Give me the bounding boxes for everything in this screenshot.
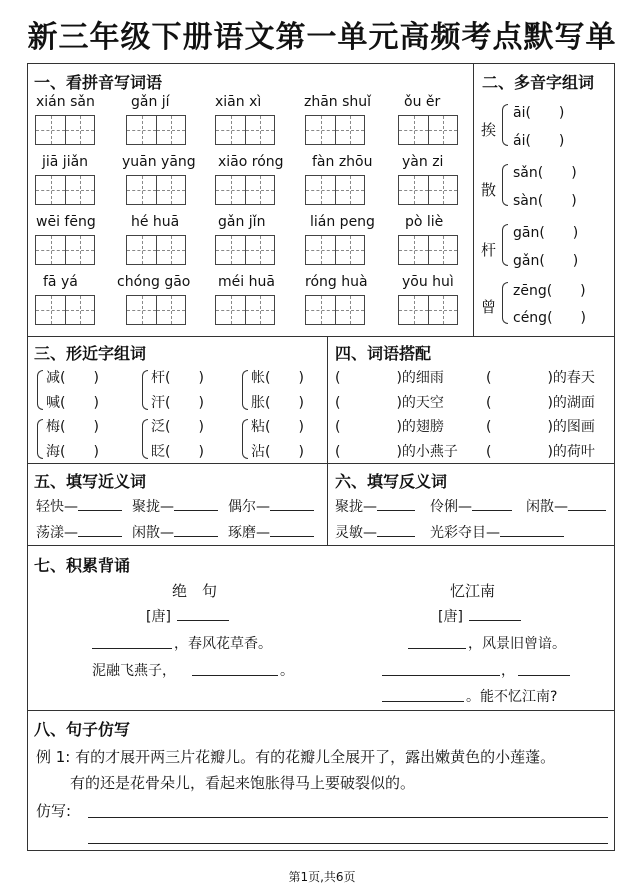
pinyin-label: zhān shuǐ [304, 94, 372, 110]
antonym-item[interactable]: 伶俐— [430, 496, 512, 516]
divider [27, 545, 615, 546]
similar-char-item[interactable]: 杆( ) [151, 370, 204, 386]
writing-grid[interactable] [398, 175, 458, 205]
answer-line[interactable] [382, 701, 464, 702]
pinyin-label: lián peng [310, 214, 375, 230]
pinyin-label: chóng gāo [117, 274, 191, 290]
divider [27, 710, 615, 711]
similar-char-item[interactable]: 海( ) [46, 444, 99, 460]
synonym-item[interactable]: 聚拢— [132, 496, 218, 516]
polyphone-char: 散 [481, 181, 497, 199]
pinyin-label: gǎn jí [131, 94, 170, 110]
brace-decoration [502, 104, 508, 146]
polyphone-reading[interactable]: céng( ) [513, 310, 586, 326]
pinyin-label: yuān yāng [122, 154, 196, 170]
polyphone-char: 杆 [481, 241, 497, 259]
similar-char-item[interactable]: 喊( ) [46, 395, 99, 411]
section3-title: 三、形近字组词 [34, 344, 147, 363]
writing-grid[interactable] [398, 235, 458, 265]
polyphone-reading[interactable]: gǎn( ) [513, 253, 579, 269]
antonym-item[interactable]: 聚拢— [335, 496, 415, 516]
writing-grid[interactable] [398, 295, 458, 325]
similar-char-item[interactable]: 沾( ) [251, 444, 304, 460]
example-sentence: 有的还是花骨朵儿，看起来饱胀得马上要破裂似的。 [70, 774, 416, 792]
pinyin-label: wēi fēng [36, 214, 96, 230]
brace-decoration [37, 370, 43, 410]
divider [473, 63, 474, 336]
poem-line: ，春风花草香。 [174, 636, 272, 652]
pinyin-label: hé huā [131, 214, 180, 230]
brace-decoration [142, 419, 148, 459]
poem-dynasty: [唐] [438, 606, 521, 626]
writing-grid[interactable] [215, 175, 275, 205]
collocation-item[interactable]: ( )的图画 [486, 419, 595, 435]
answer-line[interactable] [382, 675, 500, 676]
answer-line[interactable] [92, 648, 172, 649]
similar-char-item[interactable]: 胀( ) [251, 395, 304, 411]
writing-grid[interactable] [126, 235, 186, 265]
writing-grid[interactable] [126, 115, 186, 145]
polyphone-reading[interactable]: gān( ) [513, 225, 579, 241]
polyphone-reading[interactable]: sǎn( ) [513, 165, 577, 181]
brace-decoration [142, 370, 148, 410]
brace-decoration [37, 419, 43, 459]
section8-title: 八、句子仿写 [34, 720, 131, 739]
antonym-item[interactable]: 灵敏— [335, 522, 415, 542]
imitate-label: 仿写: [36, 802, 72, 820]
divider [327, 336, 328, 545]
pinyin-label: ǒu ěr [404, 94, 441, 110]
writing-grid[interactable] [398, 115, 458, 145]
pinyin-label: yōu huì [402, 274, 454, 290]
answer-line[interactable] [192, 675, 278, 676]
pinyin-label: méi huā [218, 274, 275, 290]
antonym-item[interactable]: 闲散— [526, 496, 606, 516]
writing-grid[interactable] [215, 295, 275, 325]
pinyin-label: gǎn jǐn [218, 214, 266, 230]
synonym-item[interactable]: 轻快— [36, 496, 122, 516]
pinyin-label: jiā jiǎn [42, 154, 89, 170]
answer-line[interactable] [88, 817, 608, 818]
writing-grid[interactable] [305, 175, 365, 205]
similar-char-item[interactable]: 帐( ) [251, 370, 304, 386]
pinyin-label: xián sǎn [36, 94, 95, 110]
poem-line: 。 [280, 663, 294, 679]
polyphone-char: 挨 [481, 121, 497, 139]
similar-char-item[interactable]: 眨( ) [151, 444, 204, 460]
section2-title: 二、多音字组词 [482, 73, 595, 92]
writing-grid[interactable] [35, 295, 95, 325]
synonym-item[interactable]: 荡漾— [36, 522, 122, 542]
page-footer: 第1页,共6页 [288, 870, 356, 884]
section5-title: 五、填写近义词 [34, 472, 147, 491]
poem-line: 。能不忆江南? [466, 689, 558, 705]
poem-line: 泥融飞燕子， [92, 663, 176, 679]
pinyin-label: róng huà [305, 274, 368, 290]
pinyin-label: fàn zhōu [312, 154, 373, 170]
writing-grid[interactable] [215, 235, 275, 265]
writing-grid[interactable] [305, 115, 365, 145]
poem-title: 忆江南 [450, 582, 496, 600]
answer-line[interactable] [88, 843, 608, 844]
similar-char-item[interactable]: 汗( ) [151, 395, 204, 411]
polyphone-reading[interactable]: sàn( ) [513, 193, 577, 209]
poem-line: ， [501, 663, 515, 679]
poem-dynasty: [唐] [146, 606, 229, 626]
pinyin-label: xiāo róng [218, 154, 284, 170]
pinyin-label: yàn zi [402, 154, 444, 170]
answer-line[interactable] [408, 648, 466, 649]
writing-grid[interactable] [215, 115, 275, 145]
antonym-item[interactable]: 光彩夺目— [430, 522, 564, 542]
collocation-item[interactable]: ( )的荷叶 [486, 444, 595, 460]
brace-decoration [242, 419, 248, 459]
section6-title: 六、填写反义词 [335, 472, 448, 491]
writing-grid[interactable] [35, 115, 95, 145]
writing-grid[interactable] [305, 235, 365, 265]
section7-title: 七、积累背诵 [34, 556, 131, 575]
brace-decoration [502, 224, 508, 266]
writing-grid[interactable] [35, 235, 95, 265]
section1-title: 一、看拼音写词语 [34, 73, 163, 92]
pinyin-label: fā yá [43, 274, 78, 290]
collocation-item[interactable]: ( )的湖面 [486, 395, 595, 411]
similar-char-item[interactable]: 减( ) [46, 370, 99, 386]
divider [27, 463, 615, 464]
divider [27, 336, 615, 337]
polyphone-char: 曾 [481, 298, 497, 316]
similar-char-item[interactable]: 粘( ) [251, 419, 304, 435]
brace-decoration [502, 164, 508, 206]
page-title: 新三年级下册语文第一单元高频考点默写单 [27, 20, 617, 55]
similar-char-item[interactable]: 梅( ) [46, 419, 99, 435]
synonym-item[interactable]: 琢磨— [228, 522, 314, 542]
pinyin-label: xiān xì [215, 94, 262, 110]
polyphone-reading[interactable]: ái( ) [513, 133, 565, 149]
synonym-item[interactable]: 闲散— [132, 522, 218, 542]
example-sentence: 例 1: 有的才展开两三片花瓣儿。有的花瓣儿全展开了，露出嫩黄色的小莲蓬。 [36, 748, 556, 766]
poem-title: 绝 句 [172, 582, 218, 600]
writing-grid[interactable] [126, 175, 186, 205]
writing-grid[interactable] [126, 295, 186, 325]
brace-decoration [502, 282, 508, 324]
pinyin-label: pò liè [405, 214, 444, 230]
polyphone-reading[interactable]: āi( ) [513, 105, 565, 121]
synonym-item[interactable]: 偶尔— [228, 496, 314, 516]
polyphone-reading[interactable]: zēng( ) [513, 283, 586, 299]
similar-char-item[interactable]: 泛( ) [151, 419, 204, 435]
section4-title: 四、词语搭配 [335, 344, 432, 363]
answer-line[interactable] [518, 675, 570, 676]
collocation-item[interactable]: ( )的春天 [486, 370, 595, 386]
poem-line: ，风景旧曾谙。 [468, 636, 566, 652]
writing-grid[interactable] [305, 295, 365, 325]
collocation-item[interactable]: ( )的翅膀 [335, 419, 444, 435]
collocation-item[interactable]: ( )的细雨 [335, 370, 444, 386]
collocation-item[interactable]: ( )的小燕子 [335, 444, 458, 460]
brace-decoration [242, 370, 248, 410]
collocation-item[interactable]: ( )的天空 [335, 395, 444, 411]
writing-grid[interactable] [35, 175, 95, 205]
